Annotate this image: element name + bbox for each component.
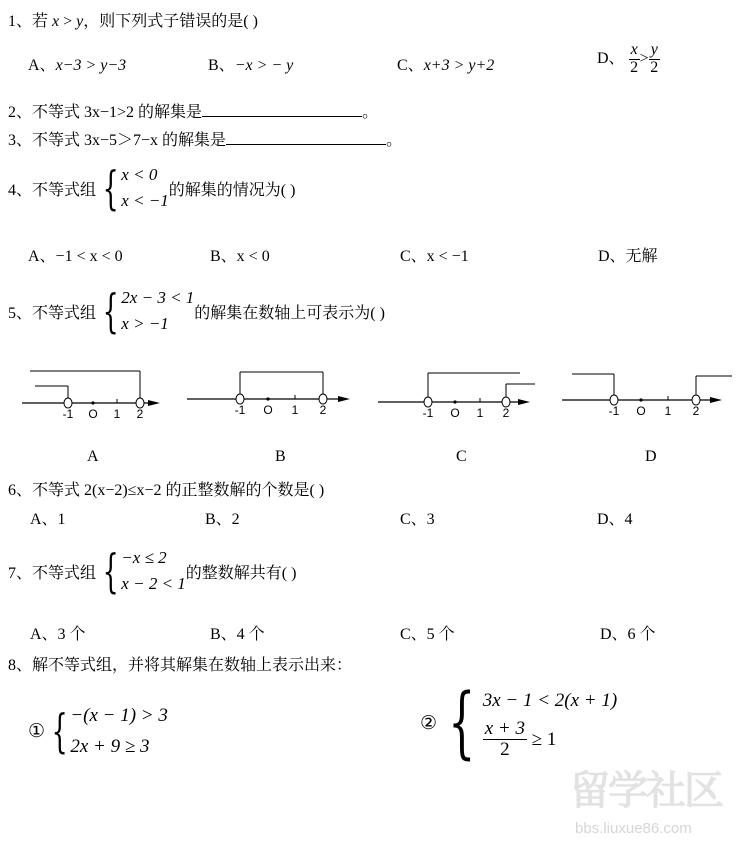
denominator: 2 [650, 58, 659, 76]
numerator: x [630, 41, 638, 58]
question-1 [8, 8, 258, 31]
origin-dot [91, 401, 94, 404]
q6-option-c: C、3 [400, 511, 435, 528]
fraction [629, 42, 640, 77]
system-line: x < −1 [121, 191, 169, 211]
q1-suffix: ，则下列式子错误的是( ) [83, 13, 258, 30]
system-line: x > −1 [121, 314, 169, 334]
q1-option-c [397, 52, 494, 75]
number-line-label-c: C [456, 448, 467, 465]
tick-label: 1 [664, 404, 672, 418]
system-line: −x ≤ 2 [121, 548, 167, 567]
system-line: x − 2 < 1 [121, 574, 186, 594]
question-5 [8, 285, 385, 338]
option-label: D、 [597, 49, 625, 67]
var-y: y [76, 13, 84, 30]
brace-icon: { [448, 678, 476, 768]
brace-icon: { [102, 284, 119, 339]
var-x: x [52, 13, 60, 30]
q5-suffix: 的解集在数轴上可表示为( ) [194, 304, 385, 322]
fraction [649, 42, 660, 77]
q6-option-d: D、4 [597, 511, 633, 528]
q1-option-d [597, 42, 660, 77]
gt: > [59, 13, 77, 30]
q4-prefix: 4、不等式组 [8, 181, 97, 199]
inequality-system [437, 678, 618, 768]
fraction [483, 719, 527, 760]
q1-prefix: 1、若 [8, 13, 53, 30]
number-line-label-b: B [275, 448, 286, 465]
system-line: x < 0 [121, 165, 158, 184]
option-label: A、 [28, 57, 56, 74]
q8-part-1 [28, 700, 168, 763]
question-3 [8, 127, 402, 150]
system-line: −(x − 1) > 3 [70, 705, 168, 726]
q6-option-a: A、1 [30, 511, 66, 528]
denominator: 2 [500, 739, 510, 761]
q6-option-b: B、2 [205, 511, 240, 528]
origin-dot [266, 397, 269, 400]
number-line-label-a: A [87, 448, 99, 465]
tick-label: 1 [291, 403, 299, 417]
q1-option-b [208, 52, 293, 75]
q7-option-d: D、6 个 [600, 626, 656, 643]
watermark-logo: 留学社区 [570, 769, 722, 813]
question-4 [8, 162, 295, 215]
system-line: ≥ 1 [531, 729, 557, 750]
option-expr: x−3 > y−3 [55, 57, 127, 74]
q5-prefix: 5、不等式组 [8, 304, 97, 322]
q8-part-2 [420, 678, 618, 768]
q1-option-a [28, 52, 126, 75]
answer-blank[interactable] [202, 102, 362, 117]
q4-option-a: A、−1 < x < 0 [28, 248, 123, 265]
answer-blank[interactable] [226, 130, 386, 145]
q3-text: 3、不等式 3x−5＞7−x 的解集是 [8, 132, 227, 149]
tick-label: 2 [502, 406, 510, 420]
origin-dot [639, 398, 642, 401]
q2-text: 2、不等式 3x−1>2 的解集是 [8, 104, 203, 121]
period: 。 [362, 104, 379, 121]
tick-label: -1 [234, 403, 246, 417]
number-line-label-d: D [645, 448, 657, 465]
circled-number: ② [420, 712, 438, 734]
inequality-system [96, 162, 169, 215]
origin-dot [453, 400, 456, 403]
inequality-system [96, 545, 186, 598]
q7-option-a: A、3 个 [30, 626, 86, 643]
question-6: 6、不等式 2(x−2)≤x−2 的正整数解的个数是( ) [8, 482, 325, 499]
tick-label: 2 [692, 404, 700, 418]
tick-label: 1 [113, 407, 121, 421]
arrow-icon [148, 400, 160, 406]
inequality-system [45, 700, 168, 763]
arrow-icon [518, 399, 530, 405]
inequality-system [96, 285, 194, 338]
question-7 [8, 545, 296, 598]
brace-icon: { [102, 161, 119, 216]
tick-label: -1 [422, 406, 434, 420]
option-label: C、 [397, 57, 424, 74]
option-expr: x+3 > y+2 [423, 57, 495, 74]
tick-label: O [636, 404, 646, 418]
tick-label: O [450, 406, 460, 420]
system-line: 2x + 9 ≥ 3 [70, 736, 150, 758]
option-expr: −x > − y [234, 57, 294, 74]
number-line-options [0, 360, 739, 430]
q7-suffix: 的整数解共有( ) [185, 564, 297, 582]
gt: > [639, 49, 649, 67]
q4-option-c: C、x < −1 [400, 248, 469, 265]
q4-option-b: B、x < 0 [210, 248, 270, 265]
question-2 [8, 99, 378, 122]
system-line: 2x − 3 < 1 [121, 288, 195, 307]
numerator: x + 3 [484, 718, 525, 740]
brace-icon: { [102, 544, 119, 599]
arrow-icon [710, 397, 722, 403]
tick-label: O [88, 407, 98, 421]
tick-label: -1 [62, 407, 74, 421]
q7-option-c: C、5 个 [400, 626, 455, 643]
q7-prefix: 7、不等式组 [8, 564, 97, 582]
watermark-url: bbs.liuxue86.com [575, 820, 692, 837]
period: 。 [386, 132, 403, 149]
arrow-icon [338, 396, 350, 402]
tick-label: 1 [476, 406, 484, 420]
q4-suffix: 的解集的情况为( ) [168, 181, 296, 199]
question-8: 8、解不等式组，并将其解集在数轴上表示出来： [8, 657, 353, 674]
tick-label: 2 [319, 403, 327, 417]
tick-label: 2 [136, 407, 144, 421]
numerator: y [650, 41, 658, 58]
denominator: 2 [630, 58, 639, 76]
q7-option-b: B、4 个 [210, 626, 265, 643]
system-line: 3x − 1 < 2(x + 1) [482, 689, 618, 711]
tick-label: O [263, 403, 273, 417]
tick-label: -1 [608, 404, 620, 418]
q4-option-d: D、无解 [598, 248, 658, 265]
brace-icon: { [51, 704, 68, 759]
option-label: B、 [208, 57, 235, 74]
circled-number: ① [28, 720, 46, 742]
